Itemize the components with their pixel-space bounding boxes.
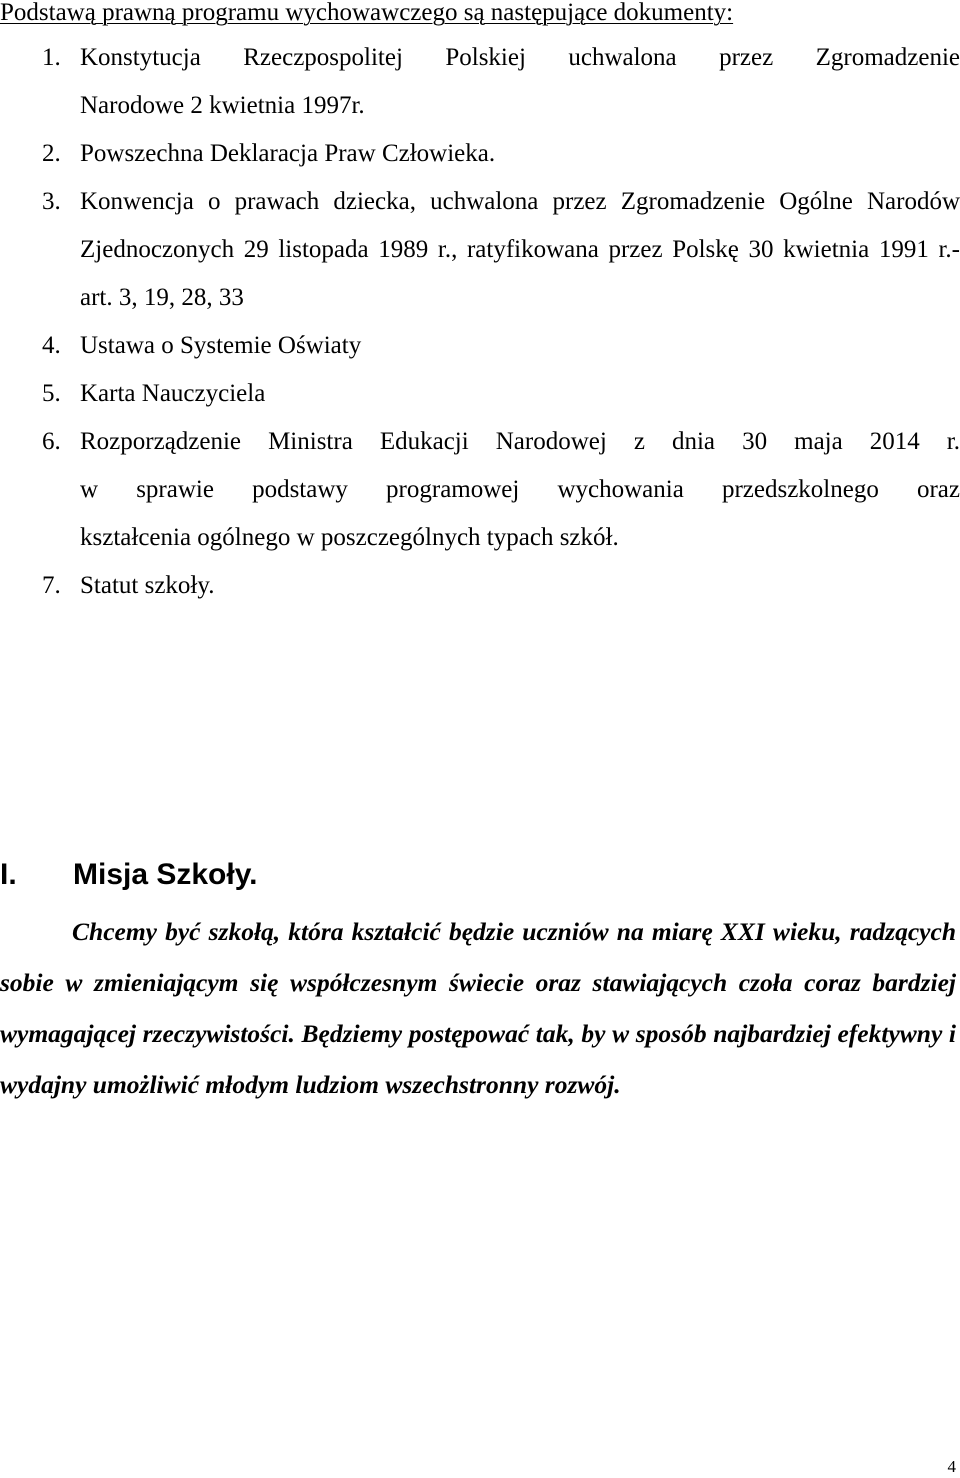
list-number: 3. (42, 188, 61, 215)
list-item-7 (0, 562, 960, 610)
legal-documents-list (0, 34, 960, 610)
list-item-text-line-1: Rozporządzenie Ministra Edukacji Narodowej z dnia 30 maja 2014 r. (80, 428, 960, 455)
list-number: 1. (42, 44, 61, 71)
list-item-text-line-1: Konstytucja Rzeczpospolitej Polskiej uchwalona przez Zgromadzenie (80, 44, 960, 71)
list-number: 2. (42, 140, 61, 167)
list-item-text: Karta Nauczyciela (80, 380, 266, 407)
list-item-text-line-3: kształcenia ogólnego w poszczególnych typach szkół. (80, 524, 619, 551)
list-item-text: Ustawa o Systemie Oświaty (80, 332, 362, 359)
list-number: 5. (42, 380, 61, 407)
page-number: 4 (947, 1457, 956, 1476)
section-number: I. (0, 858, 17, 891)
list-number: 6. (42, 428, 61, 455)
list-item-6 (0, 418, 960, 562)
list-item-text: Konwencja o prawach dziecka, uchwalona przez Zgromadzenie Ogólne Narodów Zjednoczonych 29 listopada 1989 r., ratyfikowana przez Polskę 30 kwietnia 1991 r.- art. 3, 19, 28, 33 (80, 188, 960, 311)
list-item-text-line-2: Narodowe 2 kwietnia 1997r. (80, 92, 365, 119)
list-number: 4. (42, 332, 61, 359)
intro-heading: Podstawą prawną programu wychowawczego są następujące dokumenty: (0, 0, 734, 26)
list-item-3 (0, 178, 960, 322)
list-item-4 (0, 322, 960, 370)
list-item-2 (0, 130, 960, 178)
list-number: 7. (42, 572, 61, 599)
list-item-5 (0, 370, 960, 418)
section-heading (0, 855, 258, 895)
list-item-text-line-2: w sprawie podstawy programowej wychowania przedszkolnego oraz (80, 476, 960, 503)
list-item-text: Powszechna Deklaracja Praw Człowieka. (80, 140, 496, 167)
section-title: Misja Szkoły. (73, 858, 258, 891)
list-item-1 (0, 34, 960, 130)
list-item-text: Statut szkoły. (80, 572, 215, 599)
mission-statement: Chcemy być szkołą, która kształcić będzie uczniów na miarę XXI wieku, radzących sobie w zmieniającym się współczesnym świecie oraz stawiających czoła coraz bardziej wymagającej rzeczywistości. Będziemy postępować tak, by w sposób najbardziej efektywny i wydajny umożliwić młodym ludziom wszechstronny rozwój. (0, 917, 956, 1099)
